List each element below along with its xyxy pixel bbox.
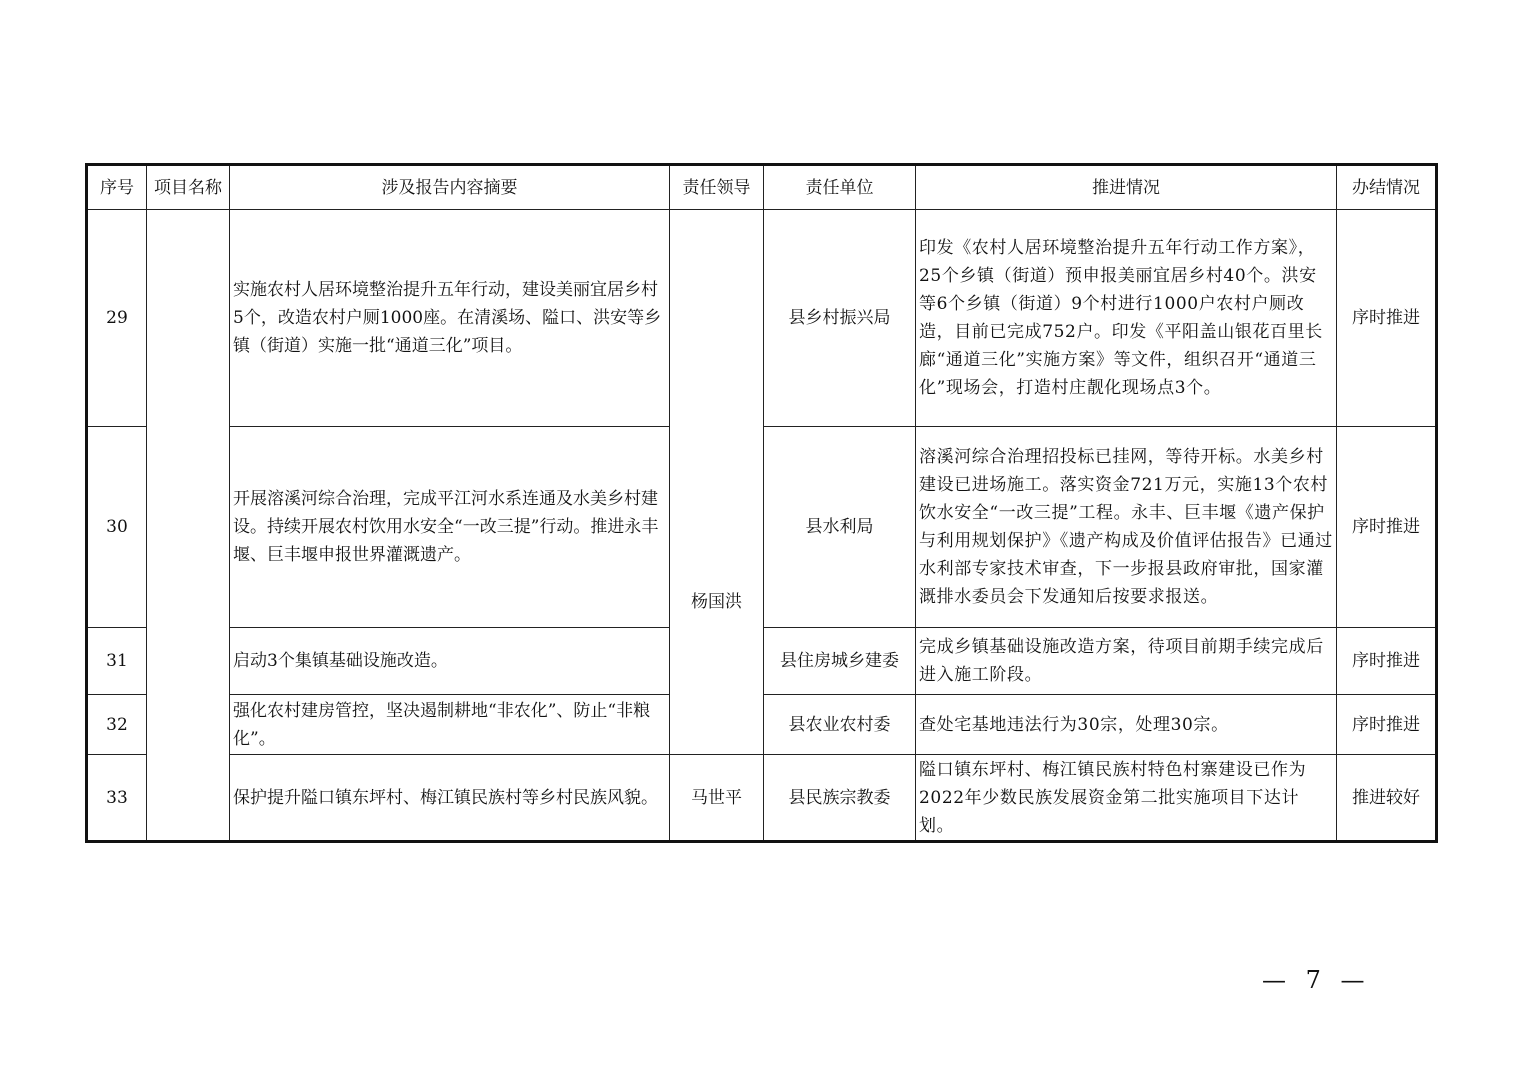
row-progress: 查处宅基地违法行为30宗，处理30宗。: [916, 695, 1337, 755]
row-leader: 马世平: [670, 755, 764, 842]
row-summary: 开展溶溪河综合治理，完成平江河水系连通及水美乡村建设。持续开展农村饮用水安全“一改三提”行动。推进永丰堰、巨丰堰申报世界灌溉遗产。: [230, 427, 670, 628]
page-number: — 7 —: [1262, 966, 1371, 994]
row-progress: 印发《农村人居环境整治提升五年行动工作方案》，25个乡镇（街道）预申报美丽宜居乡村40个。洪安等6个乡镇（街道）9个村进行1000户农村户厕改造，目前已完成752户。印发《平阳盖山银花百里长廊“通道三化”实施方案》等文件，组织召开“通道三化”现场会，打造村庄靓化现场点3个。: [916, 210, 1337, 427]
row-unit: 县民族宗教委: [764, 755, 916, 842]
header-summary: 涉及报告内容摘要: [230, 165, 670, 210]
row-progress: 隘口镇东坪村、梅江镇民族村特色村寨建设已作为2022年少数民族发展资金第二批实施项目下达计划。: [916, 755, 1337, 842]
row-no: 32: [87, 695, 147, 755]
header-no: 序号: [87, 165, 147, 210]
row-progress: 溶溪河综合治理招投标已挂网，等待开标。水美乡村建设已进场施工。落实资金721万元，实施13个农村饮水安全“一改三提”工程。永丰、巨丰堰《遗产保护与利用规划保护》《遗产构成及价值评估报告》已通过水利部专家技术审查，下一步报县政府审批，国家灌溉排水委员会下发通知后按要求报送。: [916, 427, 1337, 628]
row-leader-merged: 杨国洪: [670, 210, 764, 755]
row-progress: 完成乡镇基础设施改造方案，待项目前期手续完成后进入施工阶段。: [916, 628, 1337, 695]
row-summary: 实施农村人居环境整治提升五年行动，建设美丽宜居乡村5个，改造农村户厕1000座。在清溪场、隘口、洪安等乡镇（街道）实施一批“通道三化”项目。: [230, 210, 670, 427]
row-status: 序时推进: [1337, 427, 1437, 628]
row-summary: 启动3个集镇基础设施改造。: [230, 628, 670, 695]
table-row: [87, 755, 1437, 842]
report-table: [85, 163, 1438, 843]
row-summary: 强化农村建房管控，坚决遏制耕地“非农化”、防止“非粮化”。: [230, 695, 670, 755]
header-project-name: 项目名称: [147, 165, 230, 210]
row-unit: 县水利局: [764, 427, 916, 628]
row-no: 29: [87, 210, 147, 427]
row-no: 33: [87, 755, 147, 842]
table-header-row: [87, 165, 1437, 210]
header-unit: 责任单位: [764, 165, 916, 210]
row-status: 序时推进: [1337, 628, 1437, 695]
header-status: 办结情况: [1337, 165, 1437, 210]
row-status: 序时推进: [1337, 695, 1437, 755]
row-unit: 县住房城乡建委: [764, 628, 916, 695]
row-status: 序时推进: [1337, 210, 1437, 427]
row-status: 推进较好: [1337, 755, 1437, 842]
header-leader: 责任领导: [670, 165, 764, 210]
row-unit: 县乡村振兴局: [764, 210, 916, 427]
row-unit: 县农业农村委: [764, 695, 916, 755]
row-summary: 保护提升隘口镇东坪村、梅江镇民族村等乡村民族风貌。: [230, 755, 670, 842]
row-no: 31: [87, 628, 147, 695]
table-row: [87, 210, 1437, 427]
row-no: 30: [87, 427, 147, 628]
project-name-cell: [147, 210, 230, 842]
header-progress: 推进情况: [916, 165, 1337, 210]
